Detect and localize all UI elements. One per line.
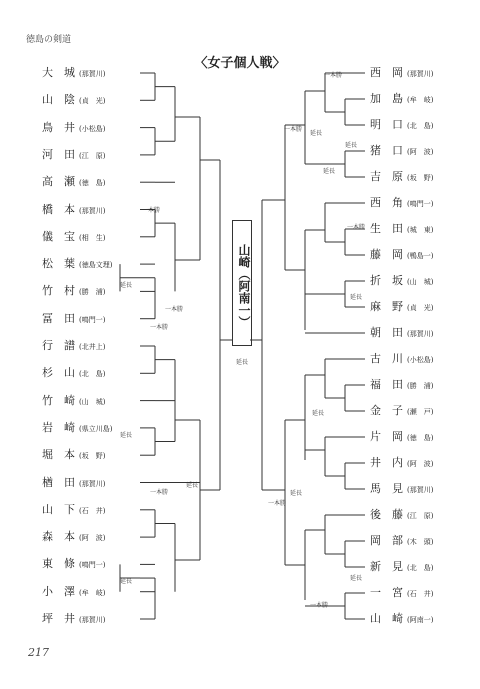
extension-note: 延長 bbox=[350, 294, 363, 301]
right-player-row bbox=[370, 560, 433, 574]
extension-note: 延長 bbox=[120, 282, 133, 289]
left-player-row bbox=[42, 394, 105, 408]
player-name: 竹 崎 bbox=[42, 393, 75, 407]
player-school: (山 城) bbox=[79, 397, 106, 406]
right-player-row bbox=[370, 118, 433, 132]
player-school: (那賀川) bbox=[79, 479, 106, 488]
right-player-row bbox=[370, 66, 433, 80]
player-school: (木 頭) bbox=[407, 538, 434, 546]
right-player-row bbox=[370, 430, 433, 444]
player-school: (江 原) bbox=[79, 151, 106, 160]
player-name: 山 陰 bbox=[42, 93, 75, 107]
player-name: 山 下 bbox=[42, 502, 75, 516]
player-name: 竹 村 bbox=[42, 284, 75, 298]
player-school: (牟 岐) bbox=[407, 96, 434, 104]
right-player-row bbox=[370, 326, 433, 340]
right-player-row bbox=[370, 378, 433, 392]
player-school: (小松島) bbox=[79, 124, 106, 133]
player-school: (勝 浦) bbox=[407, 382, 434, 390]
player-name: 猪 口 bbox=[370, 144, 403, 157]
right-player-row bbox=[370, 170, 433, 184]
player-name: 西 岡 bbox=[370, 66, 403, 79]
one-point-note: 一本勝 bbox=[165, 306, 184, 313]
player-name: 森 本 bbox=[42, 530, 75, 544]
player-name: 杉 山 bbox=[42, 366, 75, 380]
player-school: (阿 波) bbox=[407, 148, 434, 156]
player-school: (江 原) bbox=[407, 512, 434, 520]
player-name: 新 見 bbox=[370, 560, 403, 573]
left-player-row bbox=[42, 448, 105, 462]
right-player-row bbox=[370, 196, 433, 210]
player-name: 冨 田 bbox=[42, 311, 75, 325]
player-school: (那賀川) bbox=[79, 206, 106, 215]
left-player-row bbox=[42, 476, 105, 490]
player-name: 大 城 bbox=[42, 66, 75, 79]
player-school: (阿 波) bbox=[407, 460, 434, 468]
one-point-note: 一本勝 bbox=[150, 489, 169, 496]
left-player-row bbox=[42, 612, 105, 626]
player-name: 小 澤 bbox=[42, 584, 75, 598]
player-name: 行 譜 bbox=[42, 339, 75, 352]
player-school: (那賀川) bbox=[407, 330, 434, 338]
extension-note-final: 延長 bbox=[236, 359, 249, 366]
player-school: (石 井) bbox=[79, 506, 106, 515]
player-name: 福 田 bbox=[370, 378, 403, 391]
player-school: (北 島) bbox=[407, 564, 434, 572]
player-school: (那賀川) bbox=[407, 70, 434, 78]
extension-note: 延長 bbox=[323, 168, 336, 175]
player-school: (那賀川) bbox=[79, 616, 106, 624]
player-school: (小松島) bbox=[407, 356, 434, 364]
right-player-row bbox=[370, 92, 433, 106]
player-school: (徳 島) bbox=[79, 179, 106, 188]
extension-note: 延長 bbox=[345, 142, 358, 149]
player-school: (瀬 戸) bbox=[407, 408, 434, 416]
player-school: (鳴門一) bbox=[407, 200, 434, 208]
right-player-row bbox=[370, 456, 433, 470]
left-player-row bbox=[42, 175, 105, 189]
player-school: (北 島) bbox=[407, 122, 434, 130]
left-player-row bbox=[42, 557, 105, 571]
player-school: (那賀川) bbox=[79, 70, 106, 78]
player-name: 橋 本 bbox=[42, 202, 75, 216]
one-point-note: 一本勝 bbox=[347, 224, 366, 231]
player-school: (勝 浦) bbox=[79, 288, 106, 297]
player-school: (貞 光) bbox=[79, 97, 106, 106]
right-player-row bbox=[370, 404, 433, 418]
player-name: 堀 本 bbox=[42, 448, 75, 462]
player-name: 東 條 bbox=[42, 557, 75, 571]
player-school: (山 城) bbox=[407, 278, 434, 286]
right-player-row bbox=[370, 222, 433, 236]
right-player-row bbox=[370, 508, 433, 522]
player-name: 坪 井 bbox=[42, 612, 75, 625]
bracket-lines bbox=[120, 73, 365, 619]
left-player-row bbox=[42, 66, 105, 80]
player-name: 加 島 bbox=[370, 92, 403, 105]
right-player-row bbox=[370, 248, 433, 262]
player-name: 生 田 bbox=[370, 222, 403, 235]
player-school: (鳴門一) bbox=[79, 315, 106, 324]
player-school: (北井上) bbox=[79, 343, 106, 351]
player-name: 吉 原 bbox=[370, 170, 403, 183]
right-player-row bbox=[370, 534, 433, 548]
extension-note: 延長 bbox=[290, 490, 303, 497]
player-name: 麻 野 bbox=[370, 300, 403, 313]
player-school: (石 井) bbox=[407, 590, 434, 598]
right-player-row bbox=[370, 612, 433, 626]
player-name: 古 川 bbox=[370, 352, 403, 365]
player-school: (鳴門一) bbox=[79, 561, 106, 570]
right-player-row bbox=[370, 352, 433, 366]
right-player-row bbox=[370, 586, 433, 600]
one-point-note: 一本勝 bbox=[284, 126, 303, 133]
player-school: (阿 波) bbox=[79, 534, 106, 543]
player-school: (坂 野) bbox=[79, 452, 106, 461]
player-name: 井 内 bbox=[370, 456, 403, 469]
player-name: 楢 田 bbox=[42, 475, 75, 489]
player-name: 片 岡 bbox=[370, 430, 403, 443]
right-player-row bbox=[370, 482, 433, 496]
left-player-row bbox=[42, 257, 112, 271]
player-name: 岡 部 bbox=[370, 534, 403, 547]
player-school: (鴨島一) bbox=[407, 252, 434, 260]
player-school: (相 生) bbox=[79, 233, 106, 242]
one-point-note: 一本勝 bbox=[142, 207, 161, 214]
player-name: 折 坂 bbox=[370, 274, 403, 287]
champion-box: 山崎（阿南一） bbox=[232, 220, 252, 346]
left-player-row bbox=[42, 230, 105, 244]
one-point-note: 一本勝 bbox=[310, 602, 329, 609]
running-header: 徳島の剣道 bbox=[26, 35, 72, 45]
left-player-row bbox=[42, 148, 105, 162]
right-player-row bbox=[370, 144, 433, 158]
player-school: (徳島文理) bbox=[79, 261, 113, 270]
one-point-note: 一本勝 bbox=[268, 500, 287, 507]
player-name: 儀 宝 bbox=[42, 229, 75, 243]
player-name: 朝 田 bbox=[370, 326, 403, 339]
extension-note: 延長 bbox=[310, 130, 323, 137]
player-name: 西 角 bbox=[370, 196, 403, 209]
extension-note: 延長 bbox=[186, 482, 199, 489]
player-school: (城 東) bbox=[407, 226, 434, 234]
player-name: 後 藤 bbox=[370, 508, 403, 521]
left-player-row bbox=[42, 503, 105, 517]
left-player-row bbox=[42, 366, 105, 380]
right-player-row bbox=[370, 300, 433, 314]
player-name: 馬 見 bbox=[370, 482, 403, 495]
player-school: (坂 野) bbox=[407, 174, 434, 182]
player-school: (貞 光) bbox=[407, 304, 434, 312]
page-title: 〈女子個人戦〉 bbox=[194, 56, 286, 71]
extension-note: 延長 bbox=[120, 432, 133, 439]
extension-note: 延長 bbox=[120, 578, 133, 585]
player-school: (徳 島) bbox=[407, 434, 434, 442]
one-point-note: 一本勝 bbox=[324, 72, 343, 79]
left-player-row bbox=[42, 339, 105, 353]
extension-note: 延長 bbox=[350, 575, 363, 582]
left-player-row bbox=[42, 284, 105, 298]
player-name: 明 口 bbox=[370, 118, 403, 131]
right-player-row bbox=[370, 274, 433, 288]
left-player-row bbox=[42, 121, 105, 135]
page-number: 217 bbox=[28, 646, 49, 659]
one-point-note: 一本勝 bbox=[150, 324, 169, 331]
player-name: 鳥 井 bbox=[42, 120, 75, 134]
player-name: 藤 岡 bbox=[370, 248, 403, 261]
player-name: 一 宮 bbox=[370, 586, 403, 599]
player-name: 山 崎 bbox=[370, 612, 403, 625]
player-name: 金 子 bbox=[370, 404, 403, 417]
left-player-row bbox=[42, 203, 105, 217]
left-player-row bbox=[42, 312, 105, 326]
player-school: (北 島) bbox=[79, 370, 106, 379]
player-name: 河 田 bbox=[42, 147, 75, 161]
player-school: (那賀川) bbox=[407, 486, 434, 494]
player-school: (阿南一) bbox=[407, 616, 434, 624]
player-school: (県立川島) bbox=[79, 424, 113, 433]
left-player-row bbox=[42, 585, 105, 599]
left-player-row bbox=[42, 530, 105, 544]
player-name: 高 瀬 bbox=[42, 175, 75, 189]
extension-note: 延長 bbox=[312, 410, 325, 417]
player-name: 松 葉 bbox=[42, 257, 75, 271]
left-player-row bbox=[42, 93, 105, 107]
player-name: 岩 崎 bbox=[42, 420, 75, 434]
left-player-row bbox=[42, 421, 112, 435]
player-school: (牟 岐) bbox=[79, 588, 106, 597]
